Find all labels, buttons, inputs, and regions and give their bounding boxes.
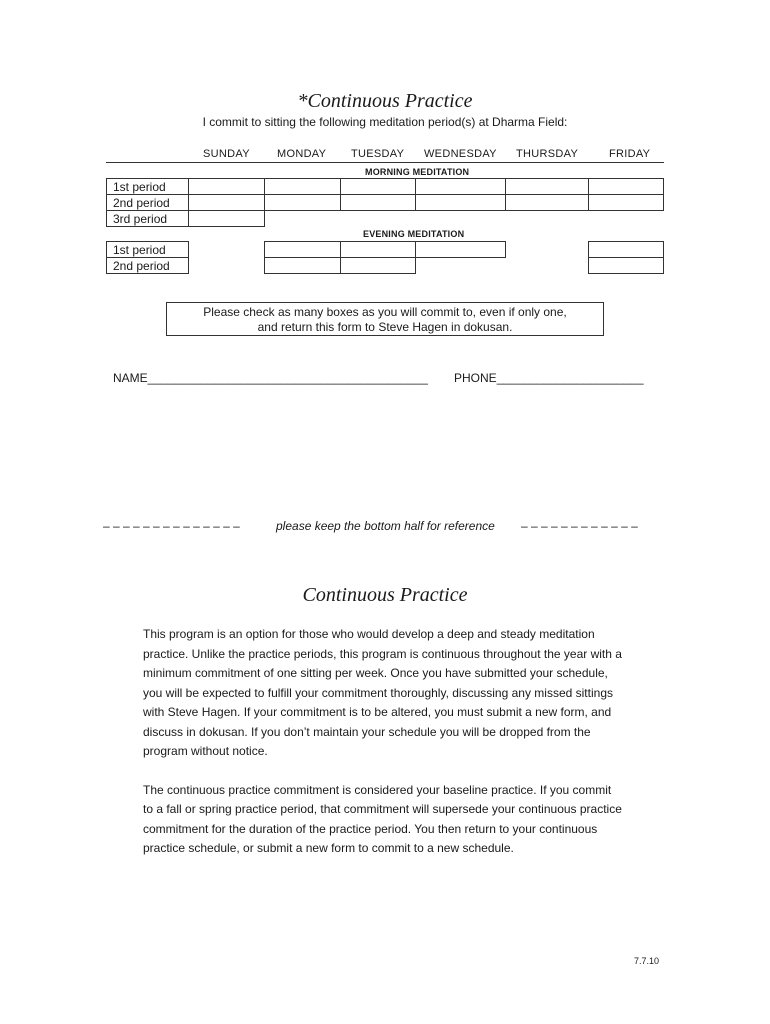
day-header-wednesday: WEDNESDAY: [424, 148, 497, 160]
phone-blank[interactable]: ______________________: [496, 371, 644, 385]
phone-label: PHONE: [454, 371, 497, 385]
checkbox-morning-2-sunday[interactable]: [188, 194, 265, 211]
cut-dashes-right: – – – – – – – – – – – –: [521, 519, 638, 533]
checkbox-morning-2-thursday[interactable]: [505, 194, 589, 211]
name-field[interactable]: [113, 371, 428, 385]
morning-row-label-3: 3rd period: [106, 210, 189, 227]
checkbox-morning-1-thursday[interactable]: [505, 178, 589, 195]
reference-paragraph-2: The continuous practice commitment is considered your baseline practice. If you commit to a fall or spring practice period, that commitment will supersede your continuous practice commitment for the duration of the practice period. You then return to your continuous practice schedule, or submit a new form to commit to a new schedule.: [143, 782, 622, 855]
morning-heading: MORNING MEDITATION: [365, 167, 470, 177]
checkbox-morning-1-wednesday[interactable]: [415, 178, 506, 195]
cut-dashes-left: – – – – – – – – – – – – – –: [103, 519, 240, 533]
checkbox-evening-1-monday[interactable]: [264, 241, 341, 258]
checkbox-evening-1-wednesday[interactable]: [415, 241, 506, 258]
checkbox-morning-1-sunday[interactable]: [188, 178, 265, 195]
form-title: *Continuous Practice: [297, 90, 473, 112]
commit-statement: I commit to sitting the following meditation period(s) at Dharma Field:: [202, 115, 568, 129]
checkbox-evening-1-tuesday[interactable]: [340, 241, 416, 258]
header-rule: [106, 162, 664, 163]
day-header-monday: MONDAY: [277, 148, 327, 160]
checkbox-morning-2-tuesday[interactable]: [340, 194, 416, 211]
checkbox-morning-2-wednesday[interactable]: [415, 194, 506, 211]
checkbox-evening-2-friday[interactable]: [588, 257, 664, 274]
day-header-tuesday: TUESDAY: [351, 148, 405, 160]
morning-row-label-2: 2nd period: [106, 194, 189, 211]
evening-heading: EVENING MEDITATION: [363, 229, 465, 239]
checkbox-morning-2-monday[interactable]: [264, 194, 341, 211]
checkbox-morning-1-monday[interactable]: [264, 178, 341, 195]
morning-row-label-1: 1st period: [106, 178, 189, 195]
name-label: NAME: [113, 371, 148, 385]
name-blank[interactable]: __________________________________________: [147, 371, 428, 385]
checkbox-morning-2-friday[interactable]: [588, 194, 664, 211]
checkbox-morning-1-tuesday[interactable]: [340, 178, 416, 195]
day-header-sunday: SUNDAY: [203, 148, 250, 160]
instruction-line-1: Please check as many boxes as you will commit to, even if only one,: [203, 305, 567, 319]
reference-body: [143, 625, 623, 859]
instruction-note: [166, 302, 604, 336]
checkbox-morning-1-friday[interactable]: [588, 178, 664, 195]
version-number: 7.7.10: [634, 956, 660, 966]
checkbox-morning-3-sunday[interactable]: [188, 210, 265, 227]
day-header-thursday: THURSDAY: [516, 148, 579, 160]
checkbox-evening-2-tuesday[interactable]: [340, 257, 416, 274]
cut-line-text: please keep the bottom half for reference: [276, 519, 495, 533]
instruction-line-2: and return this form to Steve Hagen in dokusan.: [257, 320, 513, 334]
reference-title: Continuous Practice: [302, 584, 468, 606]
checkbox-evening-1-friday[interactable]: [588, 241, 664, 258]
reference-paragraph-1: This program is an option for those who would develop a deep and steady meditation practice. Unlike the practice periods, this program is continuous throughout the year with a minimum commitment of one sitting per week. Once you have submitted your schedule, you will be expected to fulfill your commitment thoroughly, discussing any missed sittings with Steve Hagen. If your commitment is to be altered, you must submit a new form, and discuss in dokusan. If you don’t maintain your schedule you will be dropped from the program without notice.: [143, 627, 622, 758]
day-header-friday: FRIDAY: [609, 148, 651, 160]
evening-row-label-1: 1st period: [106, 241, 189, 258]
checkbox-evening-2-monday[interactable]: [264, 257, 341, 274]
evening-row-label-2: 2nd period: [106, 257, 189, 274]
phone-field[interactable]: [454, 371, 644, 385]
